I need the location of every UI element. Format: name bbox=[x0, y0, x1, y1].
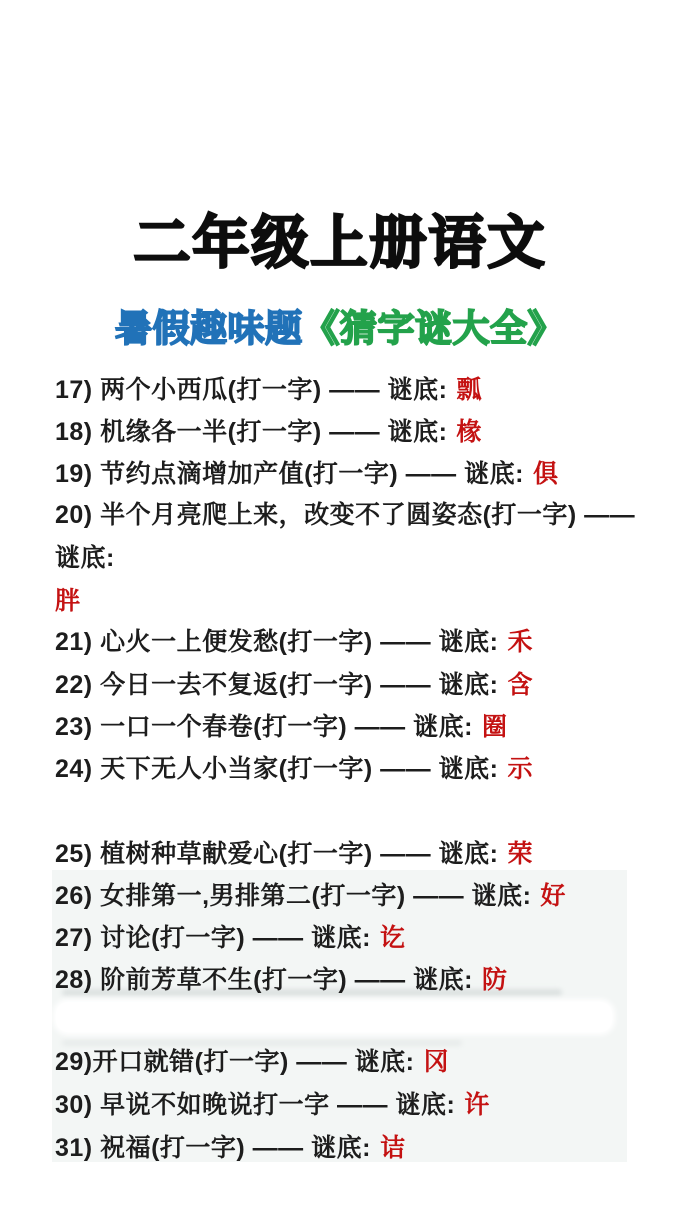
riddle-row-28 bbox=[55, 968, 507, 993]
riddle-row-19 bbox=[55, 462, 558, 487]
riddle-text: 23) 一口一个春卷(打一字) —— 谜底: bbox=[55, 713, 473, 741]
riddle-text: 19) 节约点滴增加产值(打一字) —— 谜底: bbox=[55, 460, 524, 488]
riddle-text: 26) 女排第一,男排第二(打一字) —— 谜底: bbox=[55, 882, 532, 910]
riddle-answer: 胖 bbox=[55, 587, 81, 615]
riddle-row-29 bbox=[55, 1050, 449, 1075]
riddle-answer: 椽 bbox=[456, 418, 482, 446]
riddle-text: 28) 阶前芳草不生(打一字) —— 谜底: bbox=[55, 966, 473, 994]
riddle-text: 29)开口就错(打一字) —— 谜底: bbox=[55, 1048, 415, 1076]
riddle-answer: 防 bbox=[481, 966, 508, 994]
riddle-answer: 示 bbox=[507, 755, 533, 783]
page-title: 二年级上册语文 bbox=[133, 211, 547, 275]
riddle-answer: 含 bbox=[507, 671, 533, 699]
riddle-text: 22) 今日一去不复返(打一字) —— 谜底: bbox=[55, 671, 499, 699]
riddle-text: 27) 讨论(打一字) —— 谜底: bbox=[55, 924, 371, 952]
subtitle-blue-text: 暑假趣味题 bbox=[115, 308, 303, 349]
riddle-row-22 bbox=[55, 673, 533, 698]
riddle-row-25 bbox=[55, 842, 533, 867]
riddle-answer: 冈 bbox=[423, 1048, 450, 1076]
redacted-line bbox=[56, 1002, 612, 1032]
riddle-row-20 bbox=[55, 494, 655, 623]
riddle-answer: 好 bbox=[540, 882, 566, 910]
subtitle-green-text: 《猜字谜大全》 bbox=[302, 308, 565, 349]
riddle-text: 18) 机缘各一半(打一字) —— 谜底: bbox=[55, 418, 448, 446]
riddle-answer: 俱 bbox=[532, 460, 559, 488]
riddle-answer: 瓢 bbox=[456, 376, 482, 404]
riddle-answer: 圈 bbox=[481, 713, 508, 741]
riddle-row-26 bbox=[55, 884, 566, 909]
erased-text-smudge bbox=[62, 1040, 462, 1046]
riddle-row-24 bbox=[55, 757, 533, 782]
riddle-row-23 bbox=[55, 715, 507, 740]
riddle-text: 31) 祝福(打一字) —— 谜底: bbox=[55, 1134, 371, 1162]
riddle-answer: 禾 bbox=[507, 628, 533, 656]
riddle-text: 30) 早说不如晚说打一字 —— 谜底: bbox=[55, 1091, 456, 1119]
riddle-text: 17) 两个小西瓜(打一字) —— 谜底: bbox=[55, 376, 448, 404]
riddle-answer: 荣 bbox=[507, 840, 533, 868]
riddle-text: 24) 天下无人小当家(打一字) —— 谜底: bbox=[55, 755, 499, 783]
riddle-answer: 诘 bbox=[379, 1134, 406, 1162]
riddle-text: 25) 植树种草献爱心(打一字) —— 谜底: bbox=[55, 840, 499, 868]
riddle-row-30 bbox=[55, 1093, 490, 1118]
riddle-text: 21) 心火一上便发愁(打一字) —— 谜底: bbox=[55, 628, 499, 656]
riddle-answer: 讫 bbox=[379, 924, 406, 952]
riddle-row-21 bbox=[55, 630, 533, 655]
riddle-row-17 bbox=[55, 378, 482, 403]
riddle-row-18 bbox=[55, 420, 482, 445]
page-subtitle bbox=[0, 306, 680, 352]
riddle-row-31 bbox=[55, 1136, 405, 1161]
riddle-text: 20) 半个月亮爬上来，改变不了圆姿态(打一字) —— 谜底: bbox=[55, 501, 636, 572]
riddle-answer: 许 bbox=[464, 1091, 490, 1119]
riddle-row-27 bbox=[55, 926, 405, 951]
